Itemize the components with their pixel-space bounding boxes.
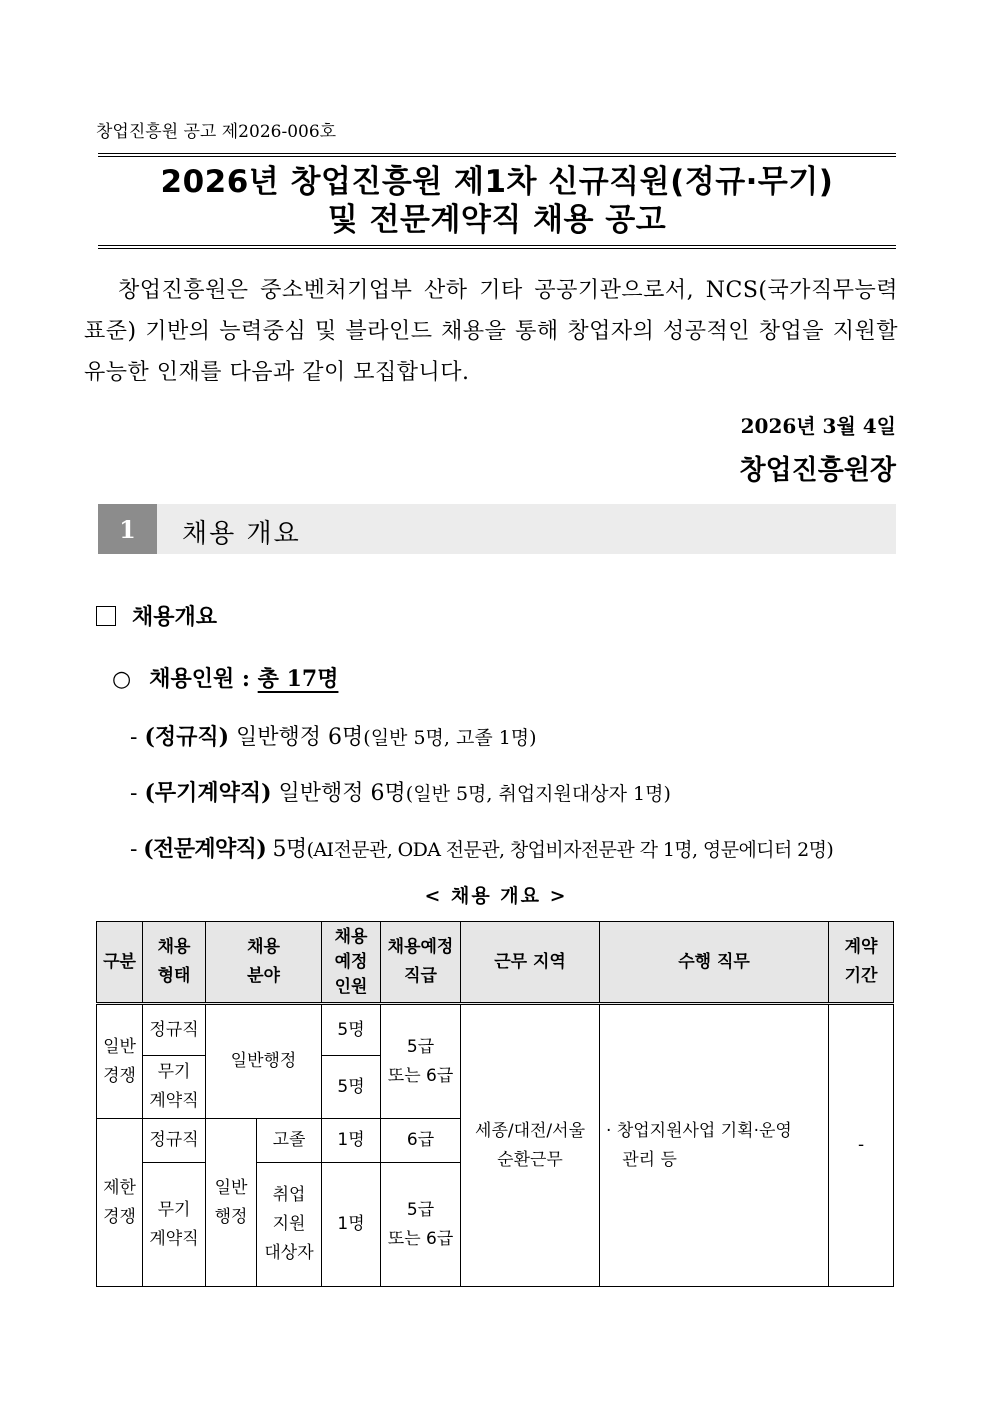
header-count: 채용 예정 인원 [322, 922, 381, 1004]
total-value: 총 17명 [257, 666, 339, 692]
cell-period: - [829, 1004, 894, 1287]
cell-count: 5명 [322, 1056, 381, 1119]
cell-region: 세종/대전/서울 순환근무 [461, 1004, 600, 1287]
checkbox-icon [96, 606, 116, 626]
bullet-category: (전문계약직) [143, 836, 267, 862]
cell-grade-open: 5급 또는 6급 [381, 1004, 461, 1119]
dash-icon: - [130, 725, 138, 750]
cell-grade: 5급 또는 6급 [381, 1163, 461, 1287]
bullet-detail: (일반 5명, 고졸 1명) [363, 727, 537, 749]
cell-division-limited: 제한 경쟁 [97, 1119, 143, 1287]
header-field: 채용 분야 [206, 922, 322, 1004]
header-period: 계약 기간 [829, 922, 894, 1004]
total-headcount [112, 662, 338, 693]
header-grade: 채용예정 직급 [381, 922, 461, 1004]
bullet-main: 일반행정 6명 [278, 781, 406, 806]
bullet-detail: (AI전문관, ODA 전문관, 창업비자전문관 각 1명, 영문에디터 2명) [306, 839, 834, 861]
header-duty: 수행 직무 [600, 922, 829, 1004]
title-box [98, 153, 896, 249]
bullet-category: (정규직) [144, 724, 230, 750]
cell-subfield-highschool: 고졸 [257, 1119, 322, 1163]
cell-count: 5명 [322, 1004, 381, 1056]
cell-type-regular: 정규직 [143, 1004, 206, 1056]
header-type: 채용 형태 [143, 922, 206, 1004]
cell-type-indefinite: 무기 계약직 [143, 1163, 206, 1287]
section-number: 1 [98, 504, 157, 554]
cell-subfield-employment-support: 취업 지원 대상자 [257, 1163, 322, 1287]
dash-icon: - [130, 837, 137, 862]
bullet-main: 일반행정 6명 [236, 725, 364, 750]
bullet-regular [130, 720, 537, 751]
header-region: 근무 지역 [461, 922, 600, 1004]
table-header-row [97, 922, 894, 1004]
table-caption: < 채용 개요 > [424, 885, 568, 907]
header-division: 구분 [97, 922, 143, 1004]
signer: 창업진흥원장 [739, 455, 896, 486]
bullet-category: (무기계약직) [144, 780, 272, 806]
cell-division-open: 일반 경쟁 [97, 1004, 143, 1119]
cell-count: 1명 [322, 1119, 381, 1163]
subheading [96, 600, 217, 631]
section-header [98, 504, 896, 554]
cell-duty: · 창업지원사업 기획·운영 관리 등 [600, 1004, 829, 1287]
cell-field-limited: 일반 행정 [206, 1119, 257, 1287]
bullet-main: 5명 [272, 837, 307, 862]
subheading-label: 채용개요 [132, 604, 218, 630]
table-row [97, 1004, 894, 1056]
circle-bullet-icon: ○ [112, 667, 132, 692]
title-line-2: 및 전문계약직 채용 공고 [327, 202, 667, 238]
cell-count: 1명 [322, 1163, 381, 1287]
section-title: 채용 개요 [182, 519, 301, 549]
notice-number: 창업진흥원 공고 제2026-006호 [96, 122, 337, 142]
bullet-detail: (일반 5명, 취업지원대상자 1명) [405, 783, 671, 805]
cell-grade: 6급 [381, 1119, 461, 1163]
bullet-professional [130, 832, 833, 863]
intro-paragraph: 창업진흥원은 중소벤처기업부 산하 기타 공공기관으로서, NCS(국가직무능력표준) 기반의 능력중심 및 블라인드 채용을 통해 창업자의 성공적인 창업을 지원할 유능한 인재를 다음과 같이 모집합니다. [84, 278, 898, 385]
bullet-indefinite [130, 776, 671, 807]
announcement-date: 2026년 3월 4일 [740, 414, 896, 438]
cell-type-indefinite: 무기 계약직 [143, 1056, 206, 1119]
cell-type-regular: 정규직 [143, 1119, 206, 1163]
cell-field-open: 일반행정 [206, 1004, 322, 1119]
total-label: 채용인원 : [149, 666, 250, 692]
title-line-1: 2026년 창업진흥원 제1차 신규직원(정규·무기) [160, 164, 834, 200]
recruitment-table [96, 921, 894, 1287]
dash-icon: - [130, 781, 138, 806]
